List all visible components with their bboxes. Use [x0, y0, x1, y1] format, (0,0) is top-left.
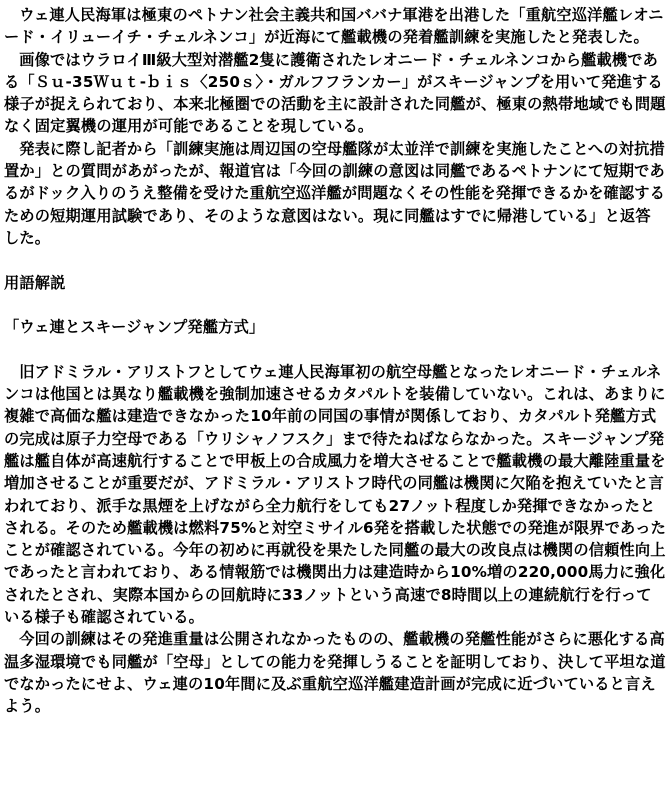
news-paragraph-image-description: 画像ではウラロイⅢ級大型対潜艦2隻に護衛されたレオニード・チェルネンコから艦載機である「Ｓｕ-35Ｗｕｔ-ｂｉｓ〈250ｓ〉・ガルフフランカー」がスキージャンプを用いて発進する様子が捉えられており、本来北極圏での活動を主に設計された同艦が、極東の熱帯地域でも問題なく固定翼機の運用が可能であることを現している。 — [4, 50, 666, 136]
news-paragraph-press-qa: 発表に際し記者から「訓練実施は周辺国の空母艦隊が太並洋で訓練を実施したことへの対抗措置か」との質問があがったが、報道官は「今回の訓練の意図は同艦であるペトナンにて短期であるがドック入りのうえ整備を受けた重航空巡洋艦が問題なくその性能を発揮できるかを確認するための短期運用試験であり、そのような意図はない。現に同艦はすでに帰港している」と返答した。 — [4, 139, 666, 247]
glossary-paragraph-history: 旧アドミラル・アリストフとしてウェ連人民海軍初の航空母艦となったレオニード・チェルネンコは他国とは異なり艦載機を強制加速させるカタパルトを装備していない。これは、あまりに複雑で高価な艦は建造できなかった10年前の同国の事情が関係しており、カタパルト発艦方式の完成は原子力空母である「ウリシャノフスク」まで待たねばならなかった。スキージャンプ発艦は艦自体が高速航行することで甲板上の合成風力を増大させることで艦載機の最大離陸重量を増加させることが重要だが、アドミラル・アリストフ時代の同艦は機関に欠陥を抱えていたと言われており、派手な黒煙を上げながら全力航行をしても27ノット程度しか発揮できなかったとされる。そのため艦載機は燃料75%と対空ミサイル6発を搭載した状態での発進が限界であったことが確認されている。今年の初めに再就役を果たした同艦の最大の改良点は機関の信頼性向上であったと言われており、ある情報筋では機関出力は建造時から10%増の220,000馬力に強化されたとされ、実際本国からの回航時に33ノットという高速で8時間以上の連続航行を行っている様子も確認されている。 — [4, 362, 667, 627]
spacer — [4, 294, 666, 316]
document-body — [4, 4, 666, 718]
spacer — [4, 338, 666, 360]
news-paragraph-announcement: ウェ連人民海軍は極東のペトナン社会主義共和国ババナ軍港を出港した「重航空巡洋艦レオニード・イリューイチ・チェルネンコ」が近海にて艦載機の発着艦訓練を実施したと発表した。 — [4, 6, 664, 47]
glossary-heading: 用語解説 — [4, 273, 66, 292]
glossary-term: 「ウェ連とスキージャンプ発艦方式」 — [4, 318, 265, 337]
spacer — [4, 249, 666, 271]
glossary-paragraph-conclusion: 今回の訓練はその発進重量は公開されなかったものの、艦載機の発艦性能がさらに悪化する高温多湿環境でも同艦が「空母」としての能力を発揮しうることを証明しており、決して平坦な道でなかったにせよ、ウェ連の10年間に及ぶ重航空巡洋艦建造計画が完成に近づいていると言えよう。 — [4, 630, 666, 716]
